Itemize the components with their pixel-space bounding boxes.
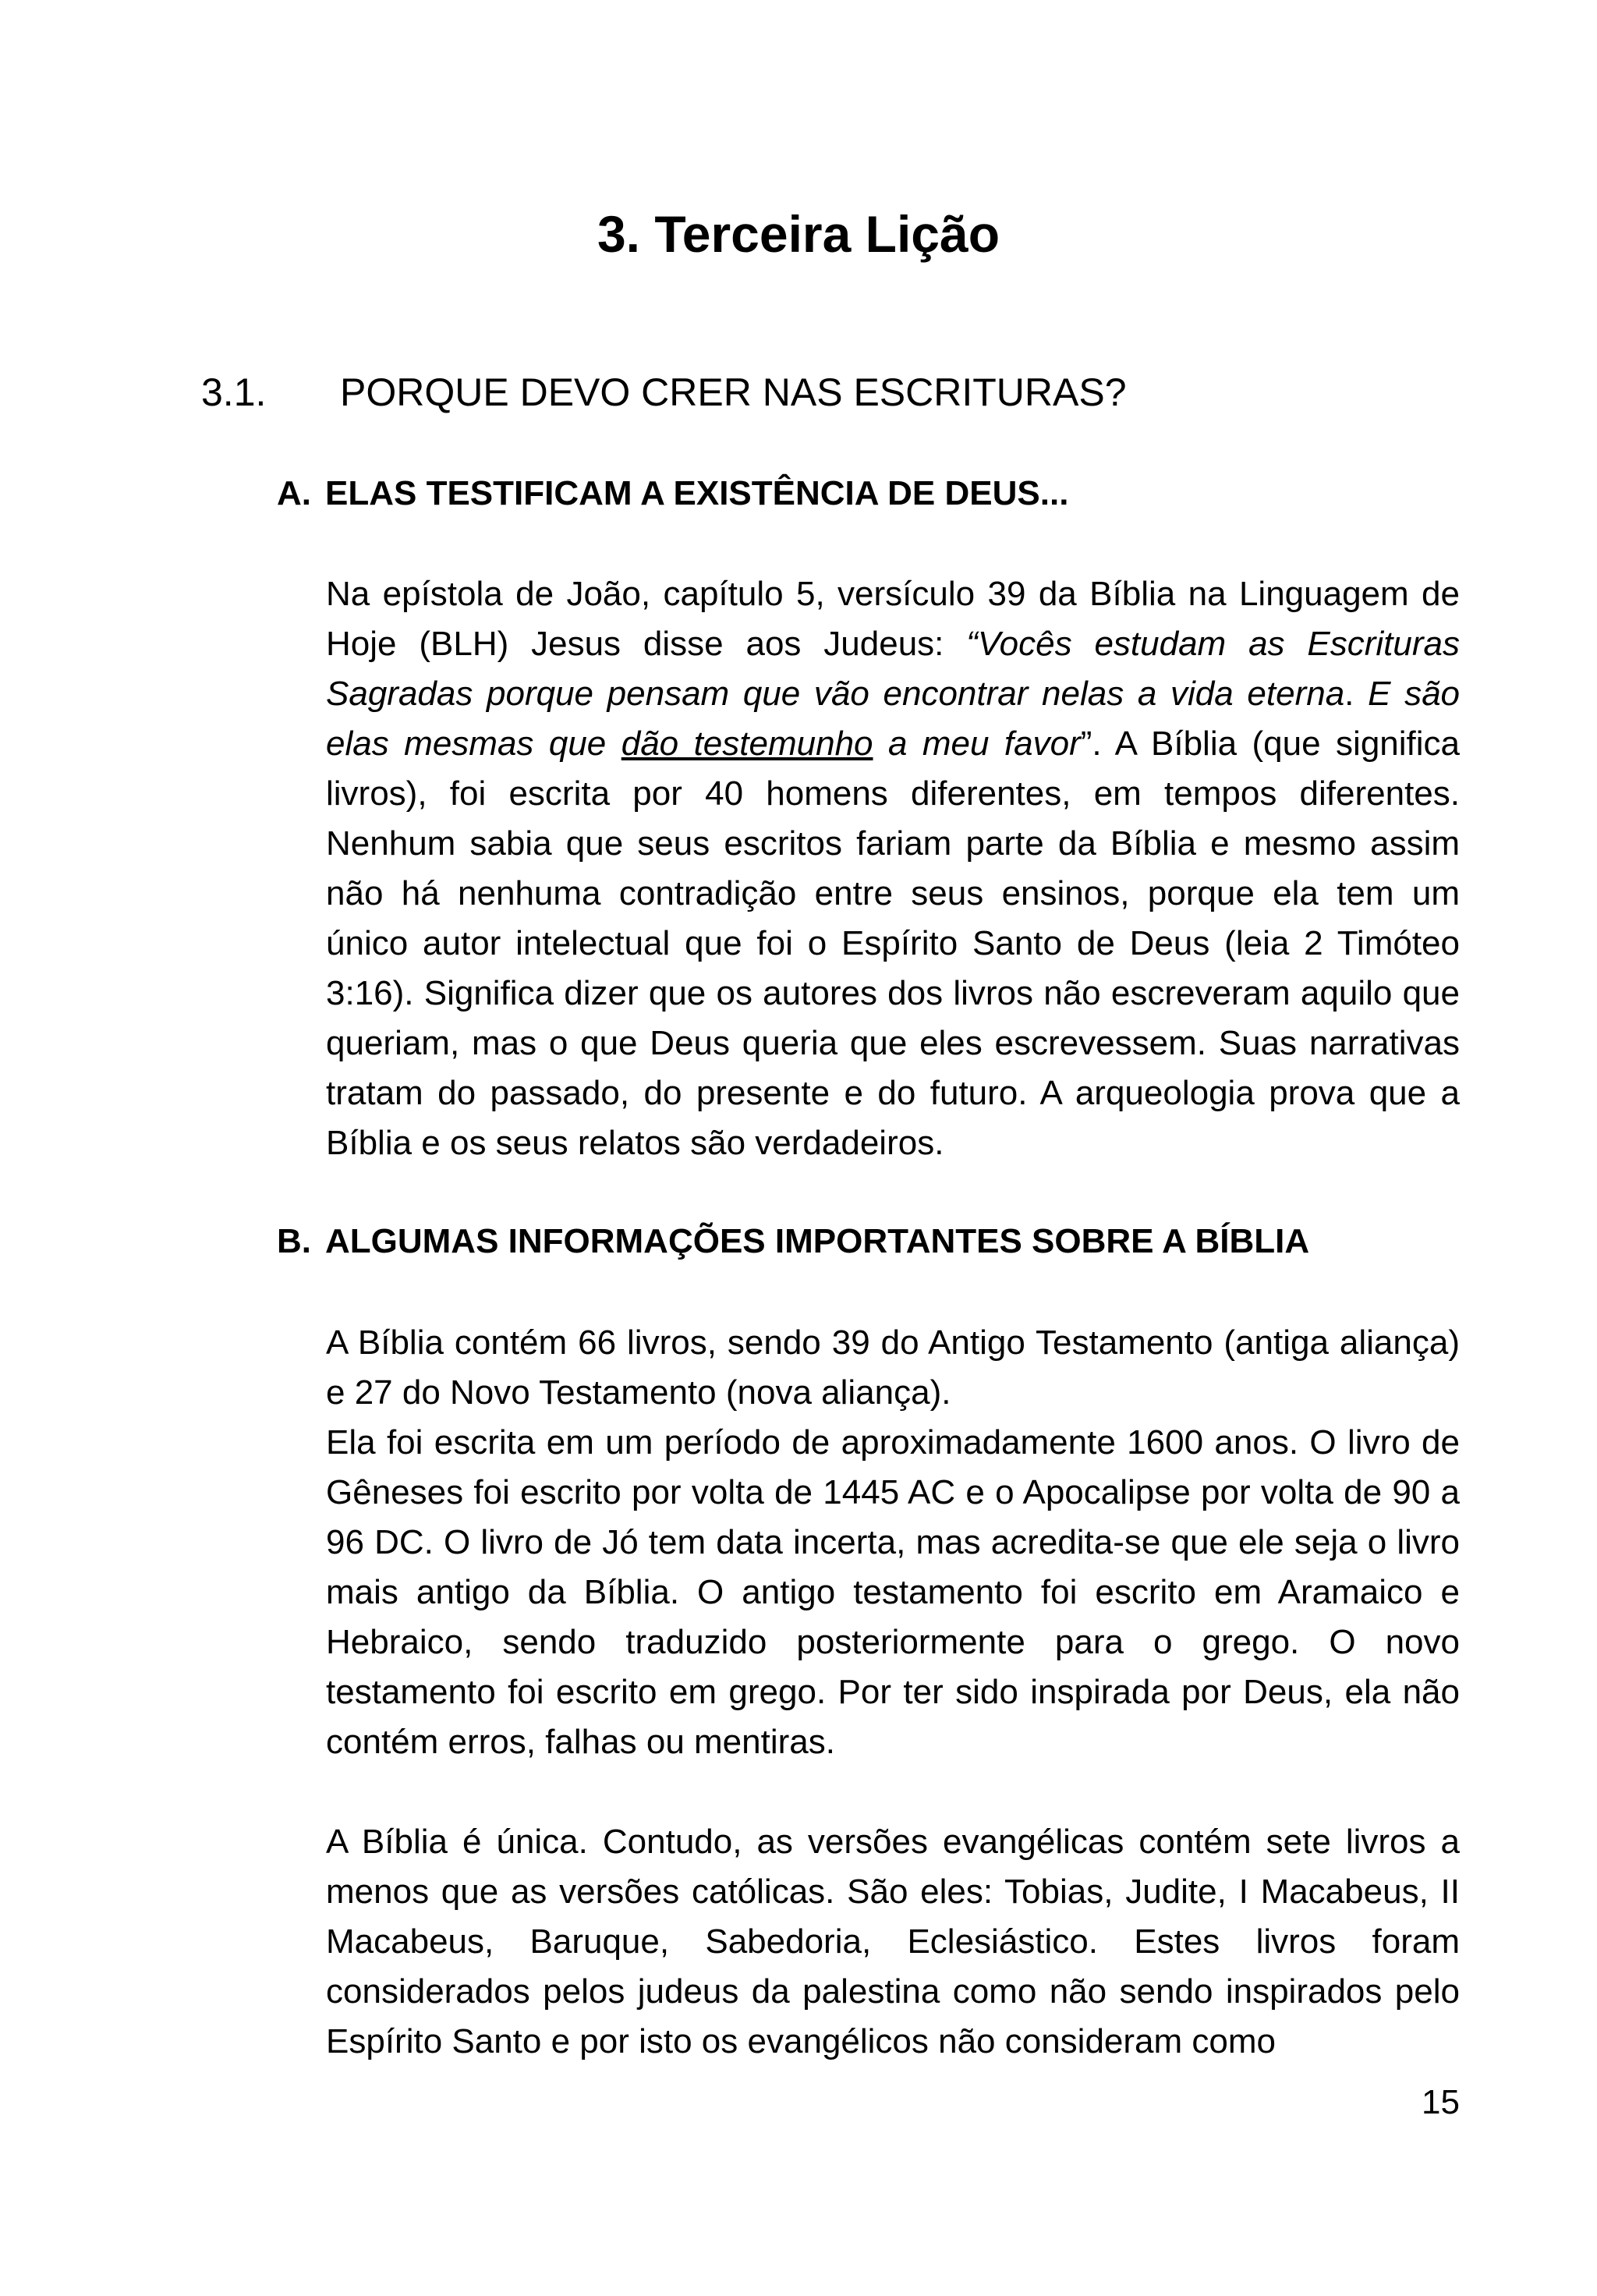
subsection-b-title: ALGUMAS INFORMAÇÕES IMPORTANTES SOBRE A BÍBLIA xyxy=(325,1222,1310,1260)
section-heading xyxy=(201,365,1127,420)
quote-part-3: a meu favor xyxy=(873,725,1081,763)
paragraph-1-line-1: A Bíblia contém 66 livros, sendo 39 do Antigo Testamento (antiga aliança) e 27 do Novo Testamento (nova aliança). xyxy=(326,1323,1460,1412)
section-title: PORQUE DEVO CRER NAS ESCRITURAS? xyxy=(340,370,1127,414)
quote-period: . xyxy=(1344,675,1369,713)
page-number: 15 xyxy=(1422,2083,1460,2121)
subsection-a-paragraph xyxy=(326,569,1460,1168)
paragraph-1-line-2: Ela foi escrita em um período de aproximadamente 1600 anos. O livro de Gêneses foi escrito por volta de 1445 AC e o Apocalipse por volta de 90 a 96 DC. O livro de Jó tem data incerta, mas acredita-se que ele seja o livro mais antigo da Bíblia. O antigo testamento foi escrito em Aramaico e Hebraico, sendo traduzido posteriormente para o grego. O novo testamento foi escrito em grego. Por ter sido inspirada por Deus, ela não contém erros, falhas ou mentiras. xyxy=(326,1423,1460,1761)
quote-part-2: E são elas mesmas que xyxy=(326,675,1461,763)
chapter-title: 3. Terceira Lição xyxy=(597,205,1000,263)
quote-part-1: “Vocês estudam as Escrituras Sagradas porque pensam que vão encontrar nelas a vida eterna xyxy=(326,625,1460,713)
subsection-b-paragraph-1 xyxy=(326,1318,1460,1767)
paragraph-intro: Na epístola de João, capítulo 5, versículo 39 da Bíblia na Linguagem de Hoje (BLH) Jesus disse aos Judeus: xyxy=(326,575,1460,663)
subsection-b-paragraph-2: A Bíblia é única. Contudo, as versões evangélicas contém sete livros a menos que as versões católicas. São eles: Tobias, Judite, I Macabeus, II Macabeus, Baruque, Sabedoria, Eclesiástico. Estes livros foram considerados pelos judeus da palestina como não sendo inspirados pelo Espírito Santo e por isto os evangélicos não consideram como xyxy=(326,1823,1460,2060)
quote-underlined-phrase: dão testemunho xyxy=(621,725,873,763)
subsection-a-letter: A. xyxy=(277,474,311,512)
subsection-a-heading xyxy=(277,470,1068,517)
subsection-b-heading xyxy=(277,1218,1309,1265)
paragraph-after-quote: ”. A Bíblia (que significa livros), foi escrita por 40 homens diferentes, em tempos diferentes. Nenhum sabia que seus escritos fariam parte da Bíblia e mesmo assim não há nenhuma contradição entre seus ensinos, porque ela tem um único autor intelectual que foi o Espírito Santo de Deus (leia 2 Timóteo 3:16). Significa dizer que os autores dos livros não escreveram aquilo que queriam, mas o que Deus queria que eles escrevessem. Suas narrativas tratam do passado, do presente e do futuro. A arqueologia prova que a Bíblia e os seus relatos são verdadeiros. xyxy=(326,725,1461,1162)
subsection-b-letter: B. xyxy=(277,1222,311,1260)
subsection-a-title: ELAS TESTIFICAM A EXISTÊNCIA DE DEUS... xyxy=(325,474,1069,512)
section-number: 3.1. xyxy=(201,370,267,414)
